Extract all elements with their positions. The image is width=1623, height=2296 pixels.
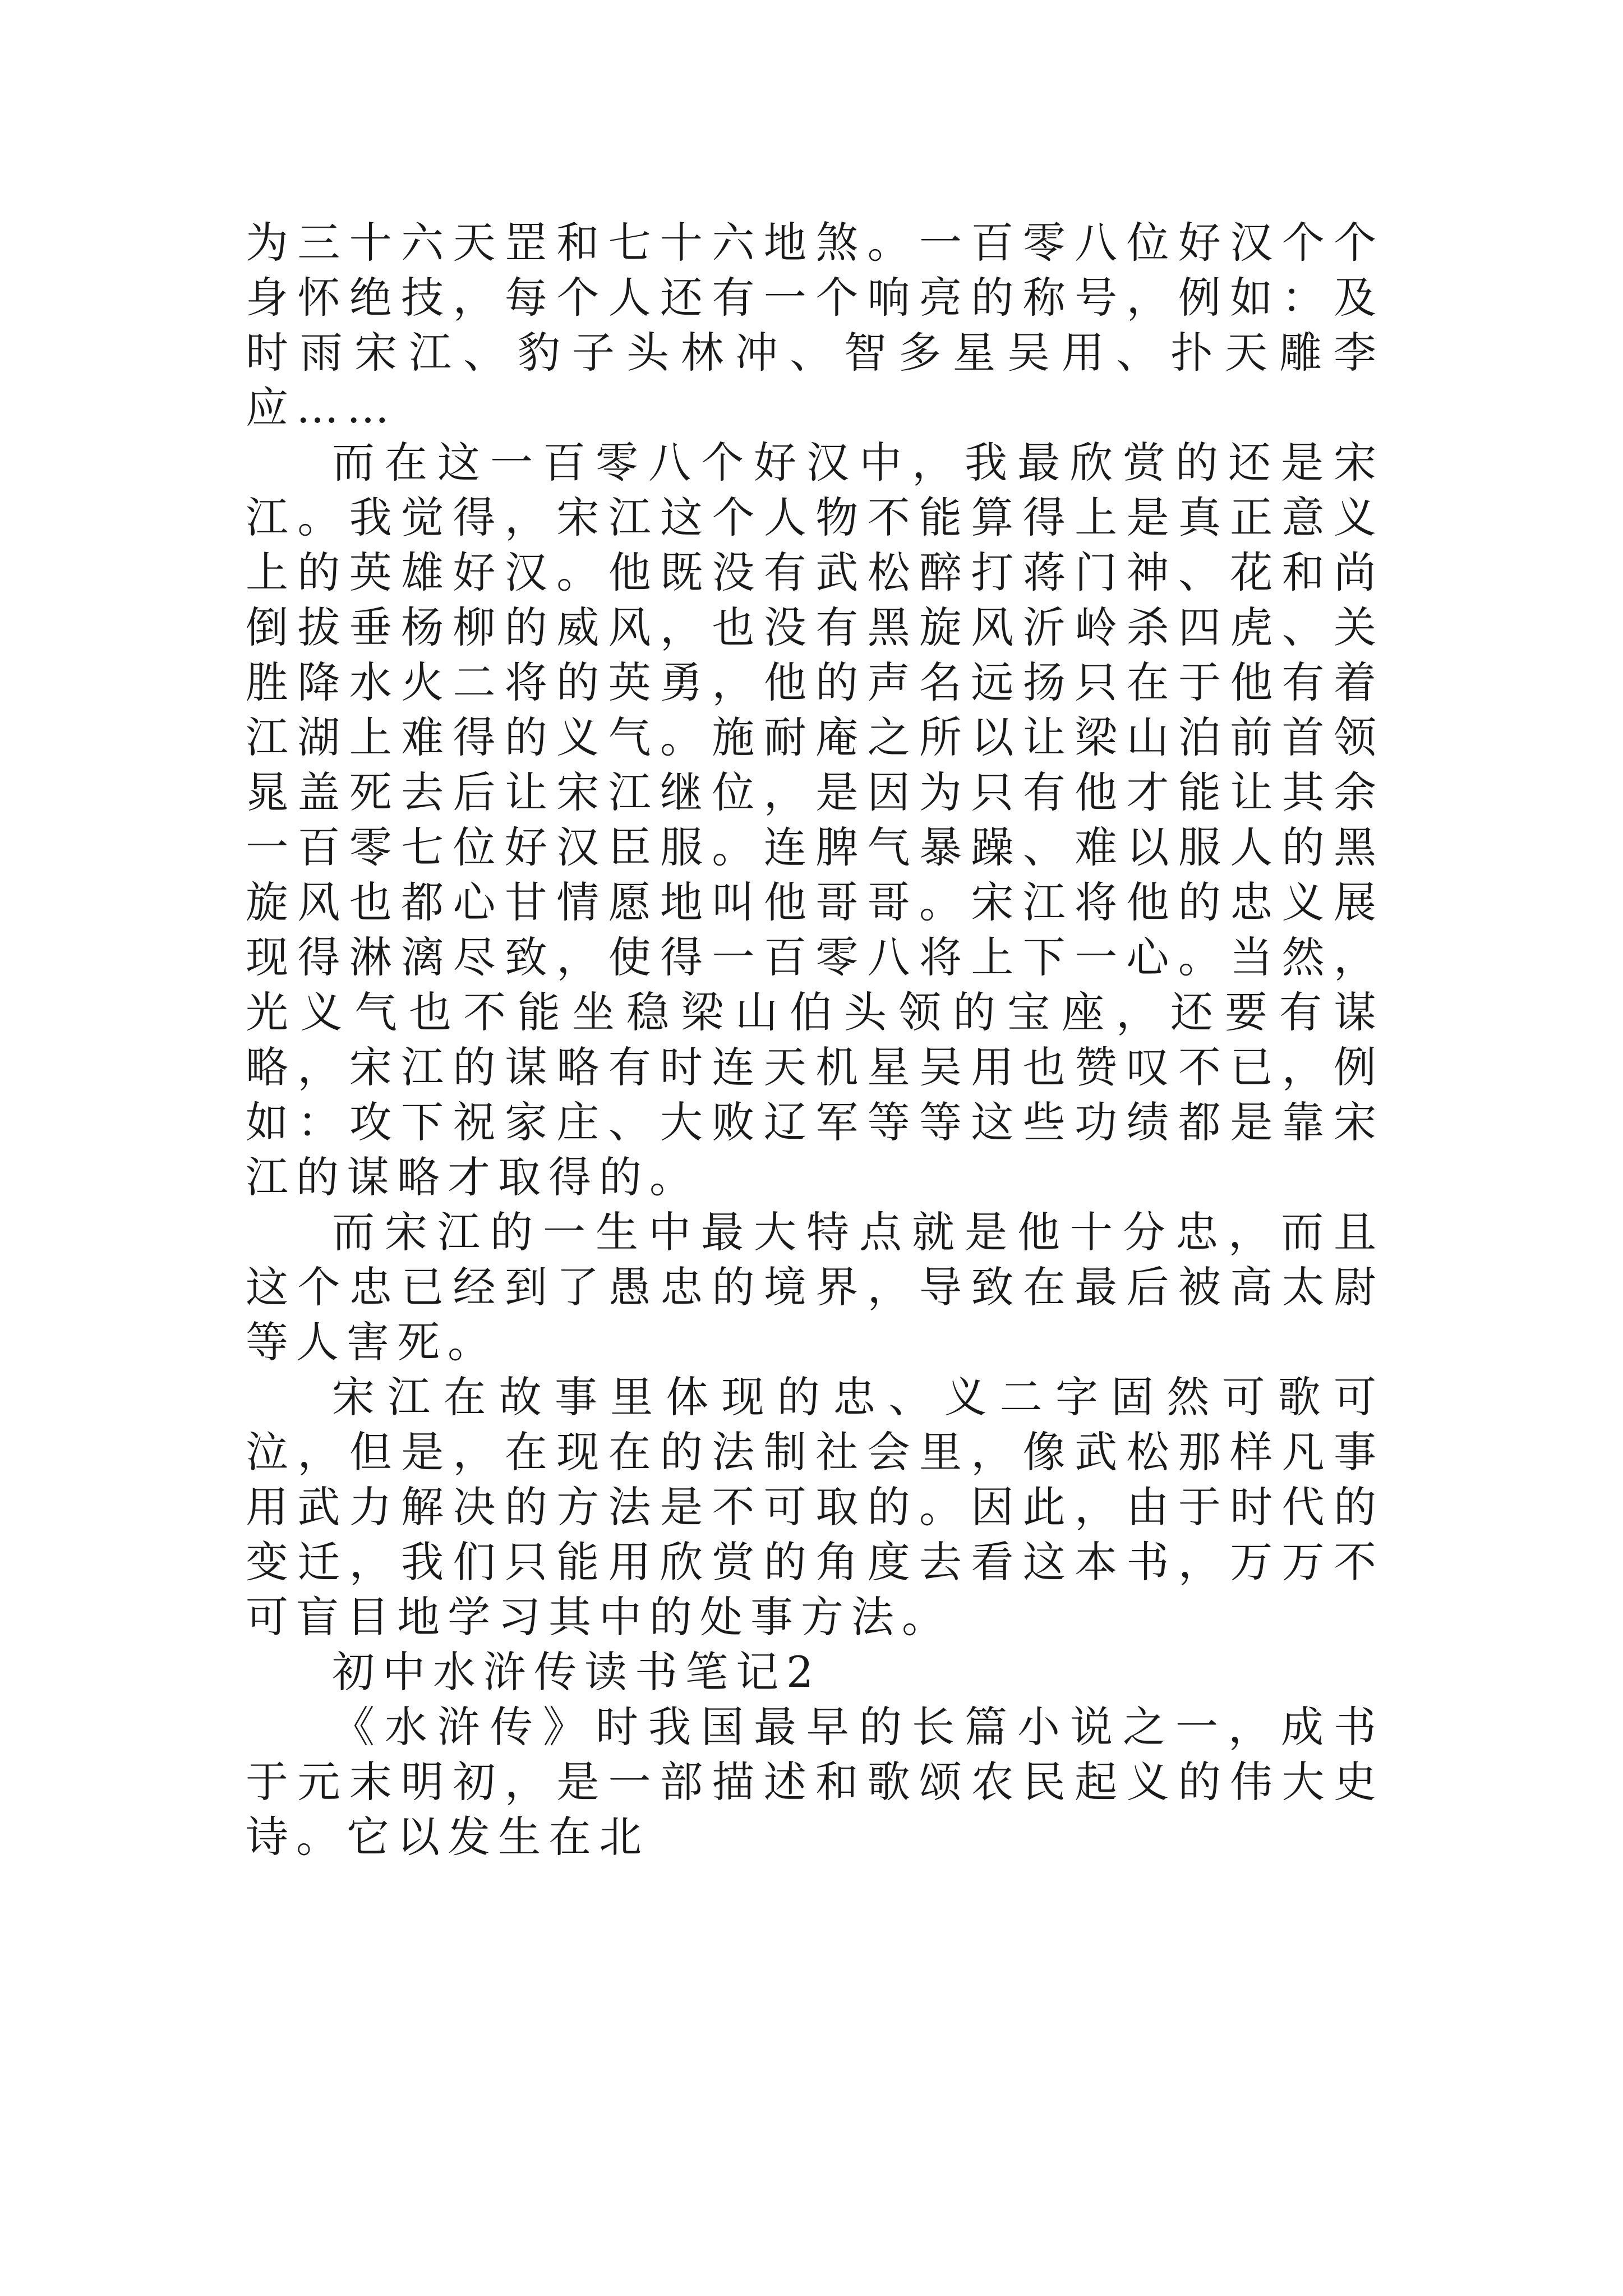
document-body <box>246 215 1384 1865</box>
paragraph-5: 《水浒传》时我国最早的长篇小说之一，成书于元末明初，是一部描述和歌颂农民起义的伟大史诗。它以发生在北 <box>246 1702 1384 1862</box>
paragraph-1: 为三十六天罡和七十六地煞。一百零八位好汉个个身怀绝技，每个人还有一个响亮的称号，例如：及时雨宋江、豹子头林冲、智多星吴用、扑天雕李应…… <box>246 218 1384 432</box>
paragraph-3: 而宋江的一生中最大特点就是他十分忠，而且这个忠已经到了愚忠的境界，导致在最后被高太尉等人害死。 <box>246 1207 1384 1367</box>
paragraph-2: 而在这一百零八个好汉中，我最欣赏的还是宋江。我觉得，宋江这个人物不能算得上是真正意义上的英雄好汉。他既没有武松醉打蒋门神、花和尚倒拔垂杨柳的威风，也没有黑旋风沂岭杀四虎、关胜降水火二将的英勇，他的声名远扬只在于他有着江湖上难得的义气。施耐庵之所以让梁山泊前首领晁盖死去后让宋江继位，是因为只有他才能让其余一百零七位好汉臣服。连脾气暴躁、难以服人的黑旋风也都心甘情愿地叫他哥哥。宋江将他的忠义展现得淋漓尽致，使得一百零八将上下一心。当然，光义气也不能坐稳梁山伯头领的宝座，还要有谋略，宋江的谋略有时连天机星吴用也赞叹不已，例如：攻下祝家庄、大败辽军等等这些功绩都是靠宋江的谋略才取得的。 <box>246 438 1384 1202</box>
section-heading: 初中水浒传读书笔记2 <box>332 1647 822 1697</box>
paragraph-4: 宋江在故事里体现的忠、义二字固然可歌可泣，但是，在现在的法制社会里，像武松那样凡事用武力解决的方法是不可取的。因此，由于时代的变迁，我们只能用欣赏的角度去看这本书，万万不可盲目地学习其中的处事方法。 <box>246 1372 1384 1642</box>
